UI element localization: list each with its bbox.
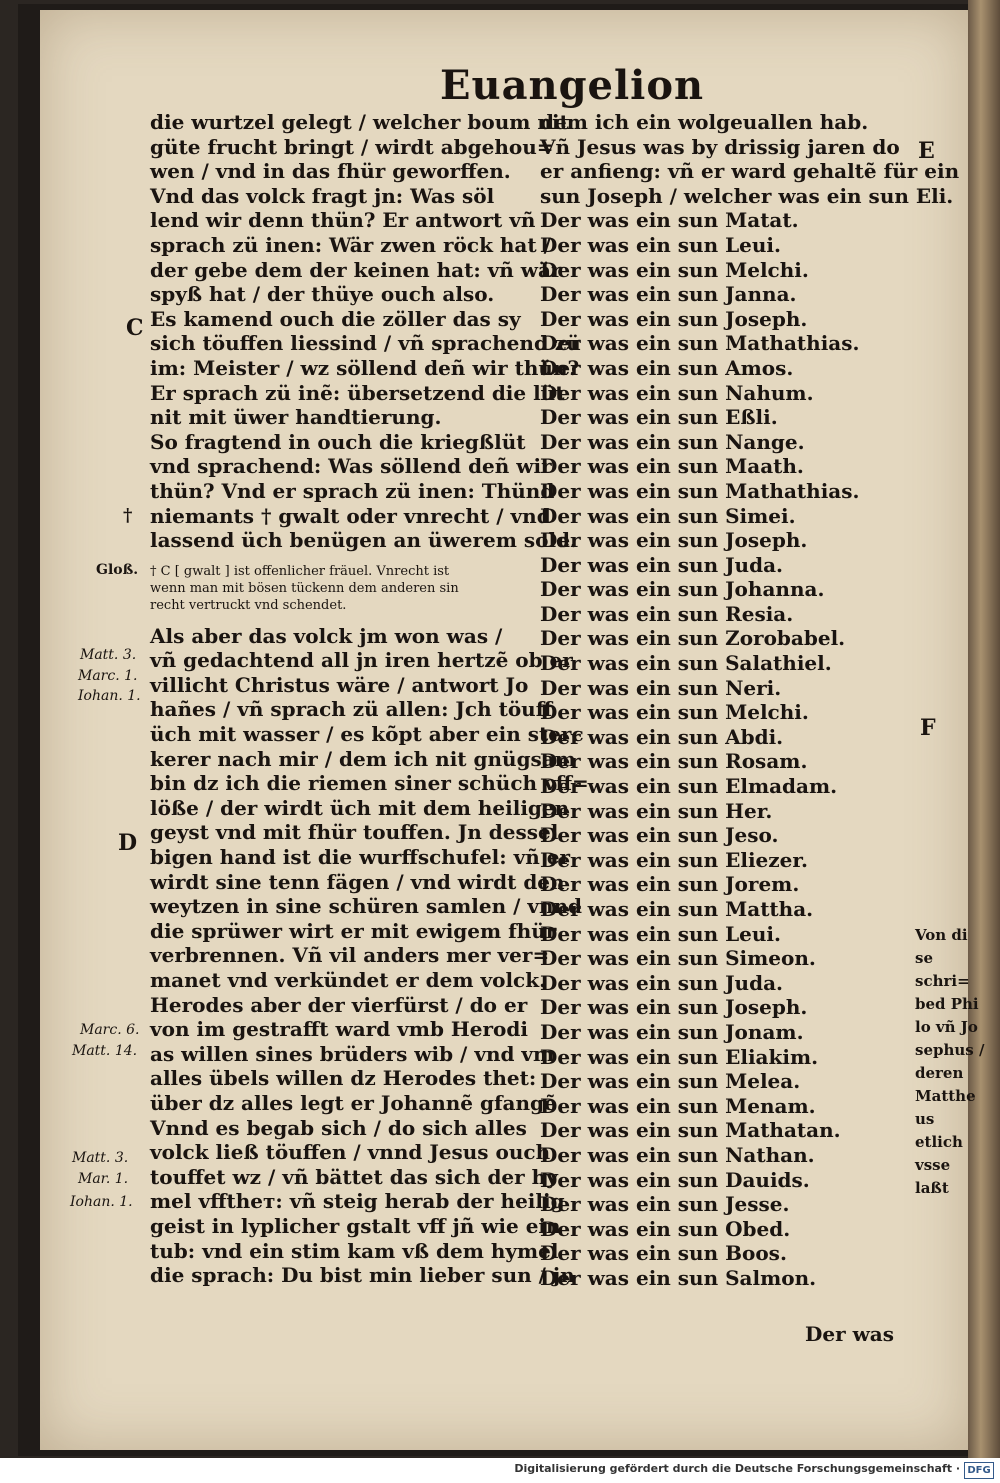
text-line: volck ließ töuffen / vnnd Jesus ouch — [150, 1140, 551, 1165]
text-line: güte frucht bringt / wirdt abgehou= — [150, 134, 554, 159]
text-line: weytzen in sine schüren samlen / vnnd — [150, 894, 583, 919]
genealogy-line: Der was ein sun Abdi. — [540, 724, 784, 749]
text-line: die sprüwer wirt er mit ewigem fhür — [150, 918, 557, 943]
text-line: löße / der wirdt üch mit dem heiligen — [150, 795, 570, 820]
text-line: vnd sprachend: Was söllend deñ wir — [150, 454, 552, 479]
text-line: touffet wz / vñ bättet das sich der hy — [150, 1164, 558, 1189]
genealogy-line: Der was ein sun Janna. — [540, 282, 797, 307]
genealogy-line: Der was ein sun Joseph. — [540, 306, 808, 331]
genealogy-line: Der was ein sun Eliakim. — [540, 1044, 819, 1069]
footer-credit: Digitalisierung gefördert durch die Deutsche Forschungsgemeinschaft · — [514, 1462, 960, 1475]
text-line: nit mit üwer handtierung. — [150, 405, 442, 430]
page-edge — [968, 0, 1000, 1460]
genealogy-line: Der was ein sun Mathathias. — [540, 331, 860, 356]
text-line: lend wir denn thün? Er antwort vñ — [150, 208, 536, 233]
gloss-line: † C [ gwalt ] ist offenlicher fräuel. Vnrecht ist — [150, 563, 450, 579]
ref-marc-6: Marc. 6. — [80, 1022, 140, 1038]
genealogy-line: er anfieng: vñ er ward gehaltẽ für ein — [540, 159, 960, 184]
text-line: thün? Vnd er sprach zü inen: Thünd — [150, 478, 555, 503]
text-line: geist in lyplicher gstalt vff jñ wie ein — [150, 1213, 561, 1238]
section-marker-f: F — [920, 715, 936, 741]
genealogy-line: Der was ein sun Nahum. — [540, 380, 814, 405]
genealogy-line: Der was ein sun Nathan. — [540, 1142, 815, 1167]
genealogy-line: dem ich ein wolgeuallen hab. — [540, 110, 869, 134]
ref-matt-14: Matt. 14. — [72, 1043, 138, 1059]
genealogy-line: Der was ein sun Melea. — [540, 1069, 801, 1094]
text-line: Vnnd es begab sich / do sich alles — [150, 1115, 527, 1140]
genealogy-line: Der was ein sun Boos. — [540, 1241, 787, 1266]
dagger-mark: † — [123, 505, 133, 526]
text-line: Als aber das volck jm won was / — [150, 623, 503, 648]
text-line: wirdt sine tenn fägen / vnd wirdt den — [150, 869, 565, 894]
genealogy-line: Der was ein sun Melchi. — [540, 257, 809, 282]
text-line: geyst vnd mit fhür touffen. Jn dessel — [150, 820, 559, 845]
text-line: verbrennen. Vñ vil anders mer ver= — [150, 943, 550, 968]
genealogy-line: Der was ein sun Amos. — [540, 355, 794, 380]
genealogy-line: Der was ein sun Matat. — [540, 208, 799, 233]
ref-matt-3-second: Matt. 3. — [72, 1150, 129, 1166]
genealogy-line: Der was ein sun Salathiel. — [540, 651, 832, 676]
text-line: bin dz ich die riemen siner schüch vff= — [150, 771, 589, 796]
text-line: wen / vnd in das fhür geworffen. — [150, 159, 511, 184]
genealogy-line: Der was ein sun Jonam. — [540, 1019, 804, 1044]
text-line: sich töuffen liessind / vñ sprachend zü — [150, 331, 581, 356]
side-note-line: lo vñ Jo — [915, 1018, 978, 1036]
catchword: Der was — [805, 1322, 895, 1346]
genealogy-line: Der was ein sun Jorem. — [540, 872, 800, 897]
running-head: Euangelion — [440, 62, 705, 109]
ref-johan-1-second: Iohan. 1. — [70, 1194, 133, 1210]
text-line: Er sprach zü inẽ: übersetzend die lüt — [150, 380, 565, 405]
text-line: sprach zü inen: Wär zwen röck hat / — [150, 232, 551, 257]
genealogy-line: Der was ein sun Jeso. — [540, 823, 779, 848]
genealogy-line: Der was ein sun Zorobabel. — [540, 626, 846, 651]
genealogy-line: Der was ein sun Melchi. — [540, 700, 809, 725]
gloss-line: wenn man mit bösen tückenn dem anderen sin — [150, 580, 459, 596]
text-line: Vnd das volck fragt jn: Was söl — [150, 183, 495, 208]
genealogy-line: Der was ein sun Rosam. — [540, 749, 808, 774]
text-line: bigen hand ist die wurffschufel: vñ er — [150, 845, 570, 870]
genealogy-line: Der was ein sun Salmon. — [540, 1265, 817, 1290]
text-line: tub: vnd ein stim kam vß dem hymel — [150, 1238, 559, 1263]
text-line: über dz alles legt er Johannẽ gfangẽ. — [150, 1090, 564, 1115]
text-line: üch mit wasser / es kõpt aber ein sterc — [150, 722, 584, 747]
genealogy-line: Der was ein sun Eßli. — [540, 405, 778, 430]
text-line: von im gestrafft ward vmb Herodi — [150, 1017, 528, 1042]
text-line: Herodes aber der vierfürst / do er — [150, 992, 528, 1017]
genealogy-line: Der was ein sun Joseph. — [540, 995, 808, 1020]
genealogy-line: Der was ein sun Resia. — [540, 601, 794, 626]
genealogy-line: Der was ein sun Johanna. — [540, 577, 825, 602]
left-column — [150, 110, 589, 1288]
genealogy-line: Der was ein sun Obed. — [540, 1216, 791, 1241]
ref-matt-3: Matt. 3. — [80, 647, 137, 663]
side-note-line: deren — [915, 1064, 964, 1082]
text-line: hañes / vñ sprach zü allen: Jch töuff — [150, 697, 553, 722]
text-line: mel vfftheт: vñ steig herab der heilig — [150, 1189, 565, 1214]
text-line: die wurtzel gelegt / welcher boum nit — [150, 110, 569, 134]
genealogy-line: Der was ein sun Leui. — [540, 921, 781, 946]
side-note — [915, 924, 985, 1200]
text-line: spyß hat / der thüye ouch also. — [150, 282, 495, 307]
text-line: alles übels willen dz Herodes thet: — [150, 1066, 537, 1091]
genealogy-line: Der was ein sun Juda. — [540, 552, 784, 577]
text-line: die sprach: Du bist min lieber sun / jn — [150, 1263, 575, 1288]
ref-mar-1: Mar. 1. — [78, 1171, 129, 1187]
genealogy-line: Der was ein sun Mattha. — [540, 897, 814, 921]
footer-bar — [0, 1458, 1000, 1483]
side-note-line: sephus / — [915, 1041, 985, 1059]
text-line: Es kamend ouch die zöller das sy — [150, 306, 521, 331]
text-line: kerer nach mir / dem ich nit gnügsam — [150, 746, 576, 771]
section-marker-c: C — [126, 315, 144, 341]
side-note-line: bed Phi — [915, 995, 979, 1013]
text-line: niemants † gwalt oder vnrecht / vnd — [150, 503, 551, 528]
side-note-line: Matthe — [915, 1087, 976, 1105]
genealogy-line: Der was ein sun Simeon. — [540, 946, 816, 971]
genealogy-line: Der was ein sun Mathatan. — [540, 1118, 841, 1143]
genealogy-line: Der was ein sun Jesse. — [540, 1192, 790, 1217]
genealogy-line: Der was ein sun Menam. — [540, 1093, 816, 1118]
section-marker-e: E — [918, 138, 935, 164]
text-line: as willen sines brüders wib / vnd vm — [150, 1041, 555, 1066]
gloss-line: recht vertruckt vnd schendet. — [150, 597, 347, 613]
text-line: manet vnd verkündet er dem volck. — [150, 968, 547, 992]
text-line: So fragtend in ouch die kriegßlüt — [150, 429, 526, 454]
ref-johan-1: Iohan. 1. — [78, 688, 141, 704]
genealogy-line: Der was ein sun Eliezer. — [540, 847, 809, 872]
section-marker-d: D — [118, 830, 138, 856]
genealogy-line: Der was ein sun Mathathias. — [540, 478, 860, 503]
genealogy-line: Der was ein sun Her. — [540, 798, 773, 823]
side-note-line: us etlich — [915, 1110, 963, 1151]
side-note-line: vsse laßt — [915, 1156, 951, 1197]
genealogy-line: Der was ein sun Juda. — [540, 970, 784, 995]
ref-marc-1: Marc. 1. — [78, 668, 138, 684]
genealogy-line: Der was ein sun Neri. — [540, 675, 782, 700]
genealogy-line: Der was ein sun Nange. — [540, 429, 805, 454]
genealogy-line: Der was ein sun Joseph. — [540, 528, 808, 553]
gloss-label: Gloß. — [96, 562, 139, 578]
dfg-logo: DFG — [964, 1462, 994, 1479]
text-line: vñ gedachtend all jn iren hertzẽ ob er — [150, 648, 573, 673]
side-note-line: Von di — [915, 926, 968, 944]
text-line: villicht Christus wäre / antwort Jo — [150, 672, 529, 697]
genealogy-line: Der was ein sun Elmadam. — [540, 774, 838, 799]
genealogy-line: Der was ein sun Simei. — [540, 503, 796, 528]
text-line: lassend üch benügen an üwerem sold. — [150, 528, 577, 553]
text-line: der gebe dem der keinen hat: vñ wär — [150, 257, 562, 282]
genealogy-line: Vñ Jesus was by drissig jaren do — [540, 134, 900, 159]
genealogy-line: Der was ein sun Leui. — [540, 232, 781, 257]
genealogy-line: sun Joseph / welcher was ein sun Eli. — [540, 183, 954, 208]
genealogy-line: Der was ein sun Maath. — [540, 454, 804, 479]
text-line: im: Meister / wz söllend deñ wir thün? — [150, 355, 580, 380]
genealogy-line: Der was ein sun Dauids. — [540, 1167, 810, 1192]
side-note-line: se schri= — [915, 949, 970, 990]
